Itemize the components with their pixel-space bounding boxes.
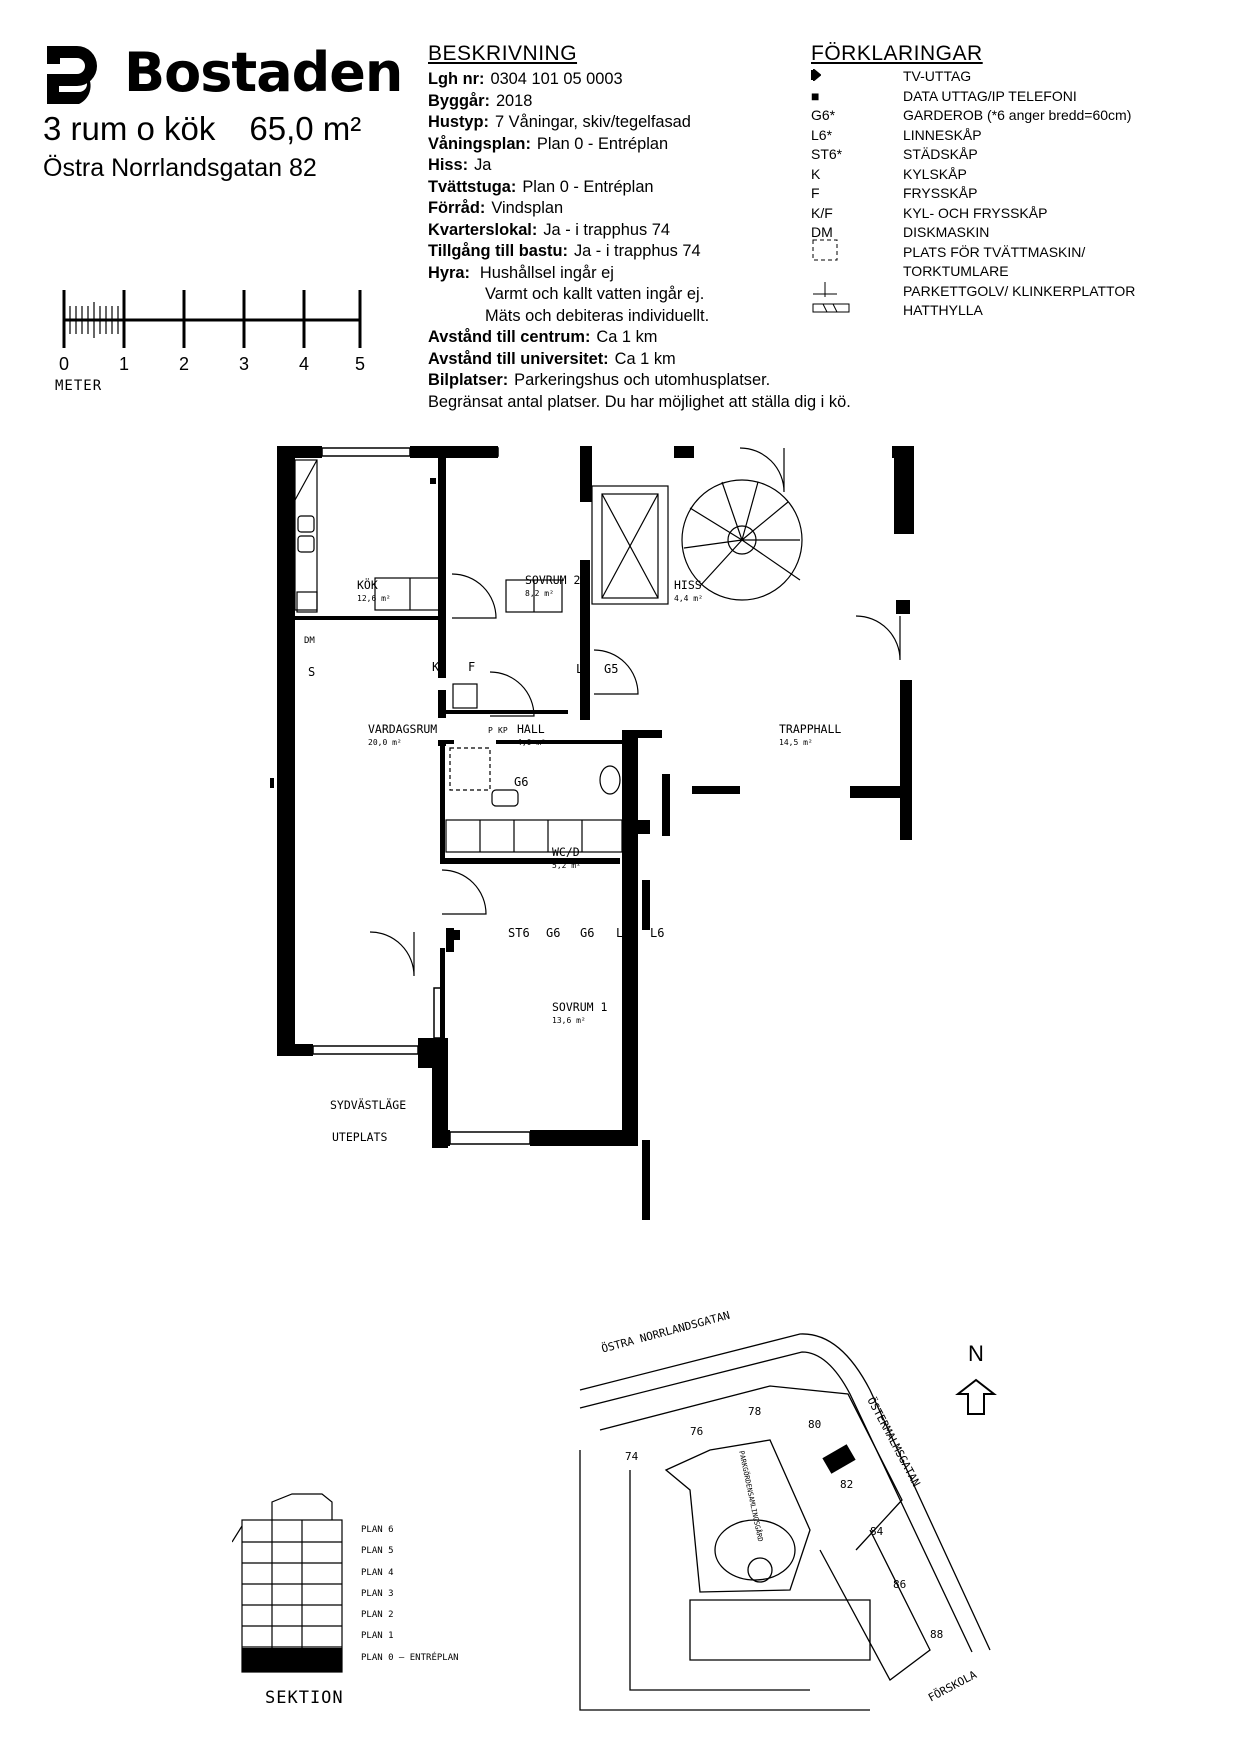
legend-item <box>811 184 1231 204</box>
description-rent-line: Varmt och kallt vatten ingår ej. <box>485 285 705 303</box>
description-value: Ca 1 km <box>596 328 658 346</box>
fixture-dishwasher: DM <box>304 636 315 646</box>
description-label: Hyra: <box>428 263 470 282</box>
section-diagram <box>232 1478 362 1678</box>
fixture-freezer: F <box>468 660 476 674</box>
outdoor-patio: UTEPLATS <box>332 1130 388 1144</box>
description-label: Hiss: <box>428 156 469 174</box>
description-rent-line: Hushållsel ingår ej <box>479 263 614 282</box>
description-value: Parkeringshus och utomhusplatser. <box>514 371 771 389</box>
legend-value: TV-UTTAG <box>903 68 972 84</box>
section-floor-list <box>361 1520 459 1669</box>
legend-key: K/F <box>811 204 833 221</box>
fixture-linen-5: L5 <box>576 662 591 676</box>
description-label: Bilplatser: <box>428 371 509 389</box>
description-heading: BESKRIVNING <box>428 42 578 65</box>
fixture-wardrobe-5: G5 <box>604 662 619 676</box>
legend-value: GARDEROB (*6 anger bredd=60cm) <box>903 107 1132 123</box>
floor-change-p: P <box>488 726 493 735</box>
legend-value: PARKETTGOLV/ KLINKERPLATTOR <box>903 282 1136 299</box>
scale-tick-3: 3 <box>239 354 250 374</box>
description-value: Ja <box>474 156 492 174</box>
room-living-area: 20,0 m² <box>368 738 402 747</box>
site-house-78: 78 <box>748 1405 762 1418</box>
site-label-forskola: FÖRSKOLA <box>926 1668 979 1705</box>
legend-item <box>811 145 1231 165</box>
room-stairhall-name: TRAPPHALL <box>779 722 842 736</box>
legend-heading: FÖRKLARINGAR <box>811 42 983 65</box>
description-value: Ca 1 km <box>614 349 676 368</box>
description-label: Hustyp: <box>428 113 490 131</box>
site-house-88: 88 <box>930 1628 944 1641</box>
legend-key: F <box>811 185 820 201</box>
fixture-fridge: K <box>432 660 440 674</box>
scale-tick-0: 0 <box>59 354 70 374</box>
room-stairhall-area: 14,5 m² <box>779 738 813 747</box>
description-label: Lgh nr: <box>428 70 485 88</box>
compass-north-label: N <box>968 1341 984 1366</box>
scale-tick-2: 2 <box>179 354 190 374</box>
tv-outlet-icon <box>811 67 903 87</box>
room-wc-area: 5,2 m² <box>552 861 581 870</box>
site-house-80: 80 <box>808 1418 822 1431</box>
room-wc-name: WC/D <box>552 845 580 859</box>
apartment-rooms: 3 rum o kök <box>43 110 216 147</box>
legend-item <box>811 67 1231 87</box>
description-label: Avstånd till universitet: <box>428 349 609 368</box>
description-label: Tvättstuga: <box>428 177 517 196</box>
description-label: Byggår: <box>428 91 490 110</box>
scale-tick-5: 5 <box>355 354 366 374</box>
legend-value: KYL- OCH FRYSSKÅP <box>903 204 1048 221</box>
logo <box>45 41 405 104</box>
fixture-closet-5: L6 <box>650 926 665 940</box>
room-living-name: VARDAGSRUM <box>368 722 438 736</box>
legend-item <box>811 165 1231 185</box>
room-elevator-area: 4,4 m² <box>674 594 703 603</box>
legend-item <box>811 243 1231 263</box>
legend-item <box>811 301 1231 321</box>
site-courtyard-label: PARKGÖRDENSAMLINGSGÅRD <box>737 1450 765 1543</box>
legend-item <box>811 87 1231 107</box>
apartment-size: 65,0 m² <box>249 110 362 147</box>
scale-bar <box>55 288 380 408</box>
legend-value: STÄDSKÅP <box>903 146 978 162</box>
legend-value: DISKMASKIN <box>903 224 990 240</box>
brand-name: Bostaden <box>124 41 403 104</box>
description-row <box>428 370 898 392</box>
room-kitchen-name: KÖK <box>357 578 378 592</box>
fixture-closet-1: ST6 <box>508 926 530 940</box>
room-hall-area: 4,0 m² <box>517 738 546 747</box>
floor-plan <box>270 440 1010 1300</box>
floor-change-kp: KP <box>498 726 508 735</box>
description-value: 7 Våningar, skiv/tegelfasad <box>495 113 691 131</box>
fixture-closet-3: G6 <box>580 926 595 940</box>
legend-value: HATTHYLLA <box>903 302 983 318</box>
section-floor-2: PLAN 2 <box>361 1610 394 1621</box>
description-label: Förråd: <box>428 199 486 217</box>
legend-key: DM <box>811 224 833 240</box>
legend-value: LINNESKÅP <box>903 126 982 143</box>
legend-value: FRYSSKÅP <box>903 185 978 201</box>
legend-item <box>811 204 1231 224</box>
scale-unit: METER <box>55 378 103 394</box>
apartment-summary <box>43 112 361 145</box>
room-bedroom1-name: SOVRUM 1 <box>552 1000 608 1014</box>
site-map <box>570 1330 1010 1730</box>
legend-value: PLATS FÖR TVÄTTMASKIN/ <box>903 243 1086 260</box>
description-value: Plan 0 - Entréplan <box>522 177 654 196</box>
description-row <box>428 349 898 371</box>
legend-key: G6* <box>811 107 836 123</box>
legend-value: DATA UTTAG/IP TELEFONI <box>903 87 1077 104</box>
fixture-closet-2: G6 <box>546 926 561 940</box>
section-title: SEKTION <box>265 1688 344 1708</box>
legend-key: K <box>811 165 821 182</box>
section-floor-1: PLAN 1 <box>361 1631 394 1642</box>
site-house-82: 82 <box>840 1478 854 1491</box>
site-street-ostra-norrlandsgatan: ÖSTRA NORRLANDSGATAN <box>600 1308 732 1356</box>
site-house-86: 86 <box>893 1578 907 1591</box>
legend-key: ST6* <box>811 146 843 162</box>
description-rent-line: Mäts och debiteras individuellt. <box>485 306 710 325</box>
legend-list <box>811 67 1231 321</box>
outdoor-orientation: SYDVÄSTLÄGE <box>330 1098 407 1112</box>
description-value: Ja - i trapphus 74 <box>573 242 701 260</box>
legend-item <box>811 282 1231 302</box>
scale-tick-4: 4 <box>299 354 310 374</box>
data-outlet-icon: ■ <box>811 87 820 104</box>
legend-value: KYLSKÅP <box>903 165 967 182</box>
fixture-closet-4: L6 <box>616 926 631 940</box>
site-house-74: 74 <box>625 1450 639 1463</box>
fixture-sink: S <box>308 665 316 679</box>
description-label: Kvarterslokal: <box>428 220 538 239</box>
site-street-ostermalmsgatan: ÖSTERMALMSGATAN <box>864 1395 923 1489</box>
bostaden-logo-icon <box>45 44 109 104</box>
description-value: Vindsplan <box>491 199 564 217</box>
description-label: Tillgång till bastu: <box>428 242 568 260</box>
washer-space-icon <box>811 238 903 268</box>
room-kitchen-area: 12,6 m² <box>357 594 391 603</box>
scale-ruler-icon <box>60 288 380 348</box>
room-bedroom1-area: 13,6 m² <box>552 1016 586 1025</box>
room-hall-name: HALL <box>517 722 545 736</box>
section-floor-6: PLAN 6 <box>361 1525 394 1535</box>
site-house-84: 84 <box>870 1525 884 1538</box>
description-label: Avstånd till centrum: <box>428 328 591 346</box>
legend-item <box>811 106 1231 126</box>
description-value: Plan 0 - Entréplan <box>536 134 669 153</box>
description-value: 2018 <box>495 91 533 110</box>
apartment-address: Östra Norrlandsgatan 82 <box>43 154 317 182</box>
section-floor-0: PLAN 0 – ENTRÉPLAN <box>361 1652 459 1663</box>
section-floor-3: PLAN 3 <box>361 1588 394 1599</box>
site-house-76: 76 <box>690 1425 704 1438</box>
section-floor-5: PLAN 5 <box>361 1546 394 1557</box>
room-elevator-name: HISS <box>674 578 702 592</box>
legend-item <box>811 126 1231 146</box>
legend-value: TORKTUMLARE <box>903 263 1009 279</box>
description-row <box>428 327 898 349</box>
room-bedroom2-name: SOVRUM 2 <box>525 573 581 587</box>
hat-shelf-icon <box>811 300 903 322</box>
description-label: Våningsplan: <box>428 134 531 153</box>
section-floor-4: PLAN 4 <box>361 1567 394 1578</box>
scale-tick-1: 1 <box>119 354 130 374</box>
description-value: 0304 101 05 0003 <box>490 70 623 88</box>
fixture-wardrobe-hall: G6 <box>514 775 529 789</box>
room-bedroom2-area: 8,2 m² <box>525 589 554 598</box>
description-parking-note: Begränsat antal platser. Du har möjlighet att ställa dig i kö. <box>428 392 851 411</box>
description-value: Ja - i trapphus 74 <box>543 220 670 239</box>
legend-key: L6* <box>811 126 833 143</box>
